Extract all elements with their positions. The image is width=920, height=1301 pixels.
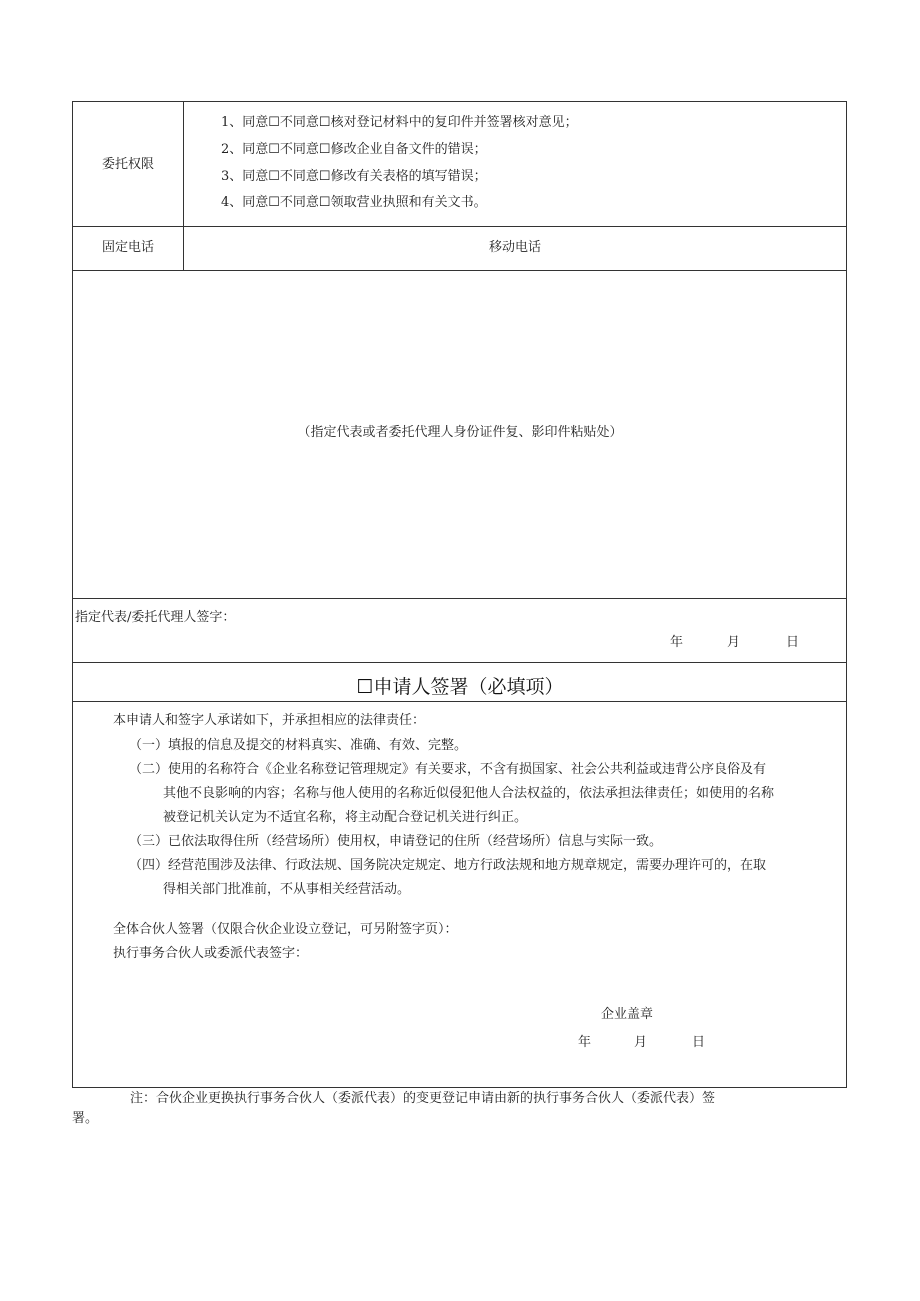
applicant-sign-day: 日 (692, 1035, 706, 1050)
divider (73, 662, 846, 663)
divider (73, 598, 846, 599)
authority-item: 1、同意☐不同意☐核对登记材料中的复印件并签署核对意见； (221, 115, 578, 130)
id-copy-placeholder: （指定代表或者委托代理人身份证件复、影印件粘贴处） (297, 425, 623, 440)
agent-sign-year: 年 (670, 635, 684, 650)
footnote-cont (72, 1109, 802, 1129)
authority-item: 4、同意☐不同意☐领取营业执照和有关文书。 (221, 195, 487, 210)
applicant-sign-year: 年 (578, 1035, 592, 1050)
commitment-2-cont: 其他不良影响的内容；名称与他人使用的名称近似侵犯他人合法权益的，依法承担法律责任；如使用的名称 (163, 786, 775, 801)
commitment-2: （二）使用的名称符合《企业名称登记管理规定》有关要求，不含有损国家、社会公共利益或违背公序良俗及有 (129, 762, 767, 777)
exec-partner-sign-label: 执行事务合伙人或委派代表签字： (113, 946, 309, 961)
applicant-intro: 本申请人和签字人承诺如下，并承担相应的法律责任： (113, 713, 426, 728)
commitment-3: （三）已依法取得住所（经营场所）使用权，申请登记的住所（经营场所）信息与实际一致。 (129, 834, 663, 849)
footnote-line: 注：合伙企业更换执行事务合伙人（委派代表）的变更登记申请由新的执行事务合伙人（委派代表）签 (130, 1091, 716, 1106)
divider (73, 701, 846, 702)
footnote-line: 署。 (72, 1111, 99, 1126)
divider (73, 226, 846, 227)
landline-label: 固定电话 (101, 240, 154, 255)
registration-form (72, 101, 847, 1088)
commitment-1: （一）填报的信息及提交的材料真实、准确、有效、完整。 (129, 738, 468, 753)
commitment-4: （四）经营范围涉及法律、行政法规、国务院决定规定、地方行政法规和地方规章规定，需要办理许可的，在取 (129, 858, 767, 873)
agent-sign-day: 日 (786, 635, 800, 650)
agent-sign-label: 指定代表/委托代理人签字： (75, 610, 236, 625)
commitment-2-cont: 被登记机关认定为不适宜名称，将主动配合登记机关进行纠正。 (163, 810, 528, 825)
divider (73, 270, 846, 271)
partners-sign-label: 全体合伙人签署（仅限合伙企业设立登记，可另附签字页）： (113, 922, 458, 937)
mobile-label: 移动电话 (488, 240, 541, 255)
authority-label: 委托权限 (101, 157, 154, 172)
authority-item: 3、同意☐不同意☐修改有关表格的填写错误； (221, 169, 487, 184)
applicant-sign-month: 月 (634, 1035, 648, 1050)
applicant-heading: ☐申请人签署（必填项） (356, 676, 564, 698)
authority-item: 2、同意☐不同意☐修改企业自备文件的错误； (221, 142, 487, 157)
company-seal-label: 企业盖章 (601, 1007, 654, 1022)
agent-sign-month: 月 (727, 635, 741, 650)
commitment-4-cont: 得相关部门批准前，不从事相关经营活动。 (163, 882, 411, 897)
footnote (72, 1089, 802, 1109)
